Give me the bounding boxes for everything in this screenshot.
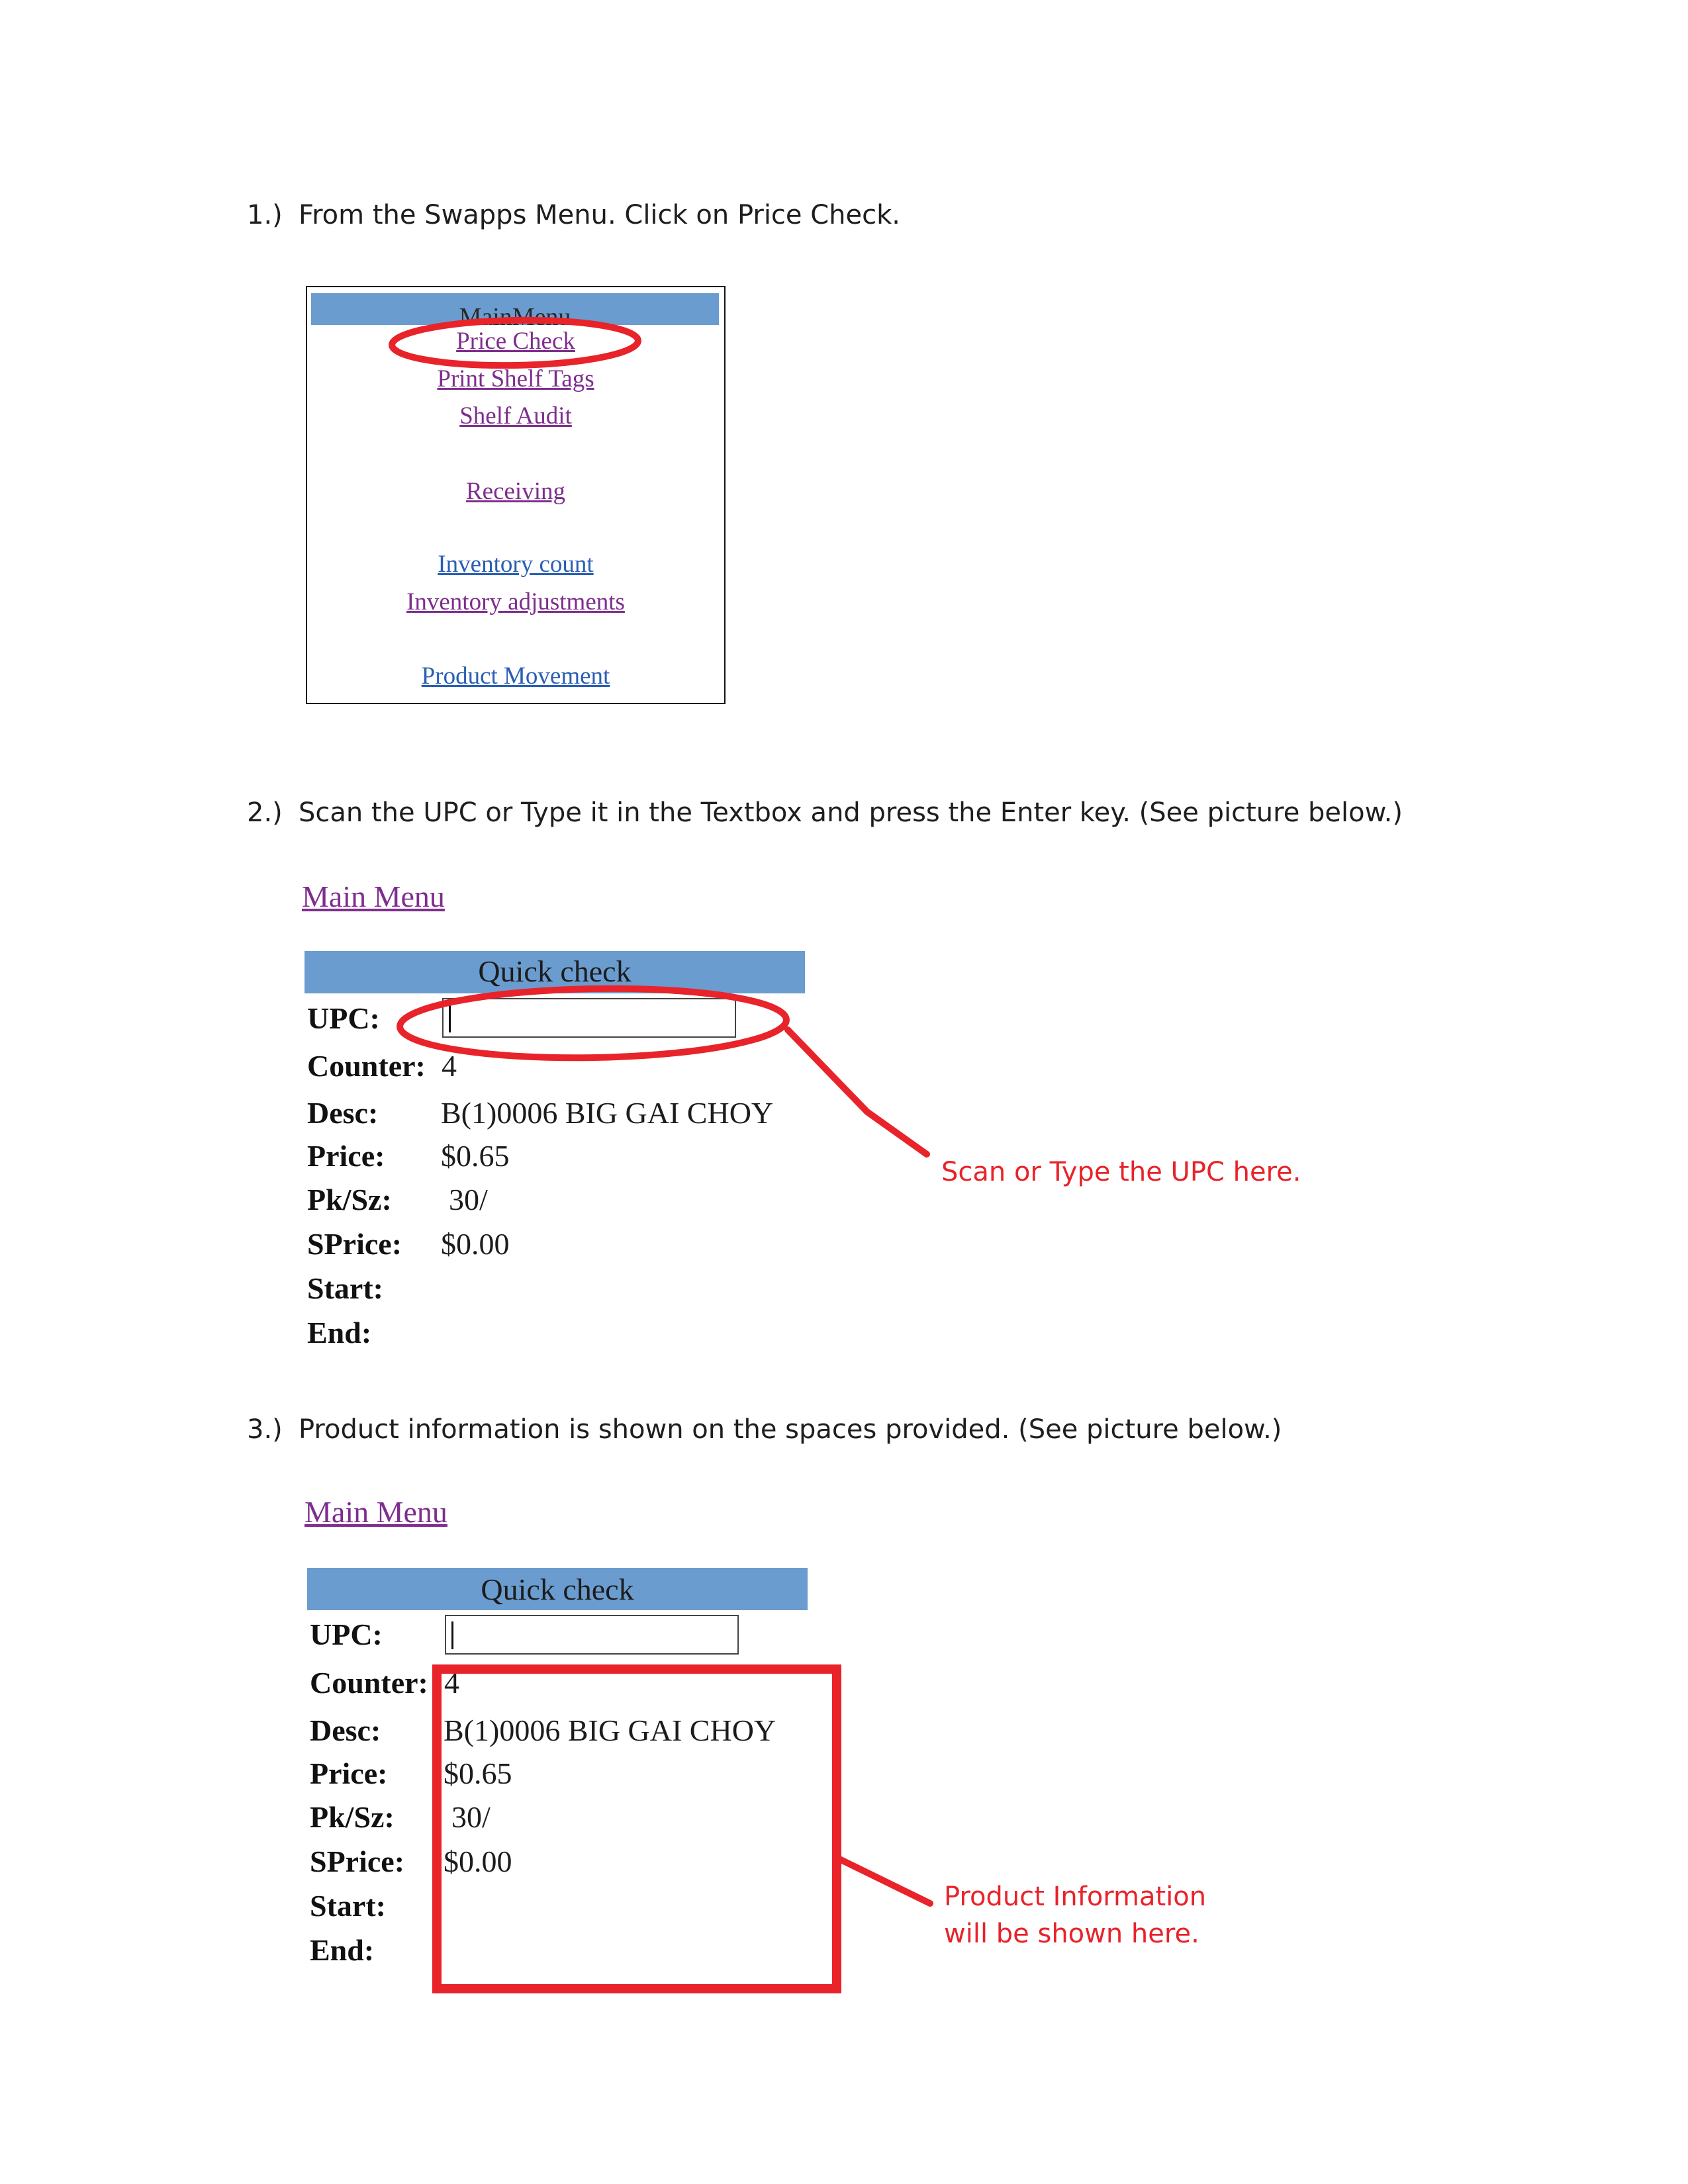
menu-item-inventory-adjustments[interactable]: Inventory adjustments [406,588,625,615]
upc-label: UPC: [307,1001,380,1035]
quick-check-header [307,1568,808,1610]
upc-input[interactable] [445,1615,739,1655]
quick-check-header [305,951,805,993]
start-label: Start: [310,1889,386,1923]
text-caret [449,1005,451,1032]
price-label: Price: [310,1756,388,1790]
main-menu-link[interactable]: Main Menu [302,880,445,913]
price-value: $0.65 [441,1139,510,1173]
upc-label: UPC: [310,1617,383,1651]
menu-item-inventory-count[interactable]: Inventory count [438,551,594,578]
step-text: From the Swapps Menu. Click on Price Check. [299,200,901,230]
price-value: $0.65 [444,1756,512,1790]
pksz-value: 30/ [449,1183,488,1216]
text-caret [451,1621,453,1649]
start-label: Start: [307,1271,383,1305]
quick-check-title: Quick check [481,1572,634,1606]
menu-item-price-check[interactable]: Price Check [456,328,575,355]
menu-item-receiving[interactable]: Receiving [465,478,565,505]
desc-value: B(1)0006 BIG GAI CHOY [441,1096,774,1130]
upc-input[interactable] [442,998,736,1038]
main-menu-link[interactable]: Main Menu [305,1495,447,1529]
step-number: 1.) [247,200,283,230]
quick-check-title: Quick check [478,954,632,988]
product-info-note-line-2: will be shown here. [944,1919,1199,1949]
menu-item-product-movement[interactable]: Product Movement [421,662,610,690]
product-info-note-line-1: Product Information [944,1882,1207,1912]
pksz-label: Pk/Sz: [307,1183,392,1216]
step-number: 3.) [247,1414,283,1445]
scan-upc-note: Scan or Type the UPC here. [941,1157,1301,1187]
main-menu-screenshot [306,286,726,704]
step-text: Scan the UPC or Type it in the Textbox and press the Enter key. (See picture below.) [299,797,1403,828]
price-label: Price: [307,1139,385,1173]
step-3-instruction [247,1414,1282,1445]
menu-item-print-shelf-tags[interactable]: Print Shelf Tags [437,365,594,392]
sprice-label: SPrice: [310,1844,405,1878]
counter-value: 4 [444,1666,459,1700]
scan-note-pointer-line [788,1030,927,1154]
counter-label: Counter: [307,1049,426,1083]
counter-label: Counter: [310,1666,428,1700]
menu-item-shelf-audit[interactable]: Shelf Audit [459,402,572,430]
step-number: 2.) [247,797,283,828]
desc-value: B(1)0006 BIG GAI CHOY [444,1713,776,1747]
end-label: End: [307,1316,372,1349]
main-menu-title: MainMenu [459,303,571,325]
sprice-value: $0.00 [444,1844,512,1878]
desc-label: Desc: [307,1096,379,1130]
product-info-note [944,1878,1206,1952]
desc-label: Desc: [310,1713,381,1747]
end-label: End: [310,1933,375,1967]
main-menu-header [311,293,719,325]
pksz-value: 30/ [451,1800,491,1834]
step-1-instruction [247,200,900,230]
product-info-pointer-line [838,1858,930,1903]
counter-value: 4 [442,1049,457,1083]
step-text: Product information is shown on the spaces provided. (See picture below.) [299,1414,1282,1445]
sprice-value: $0.00 [441,1227,510,1261]
step-2-instruction [247,797,1403,828]
pksz-label: Pk/Sz: [310,1800,395,1834]
sprice-label: SPrice: [307,1227,402,1261]
